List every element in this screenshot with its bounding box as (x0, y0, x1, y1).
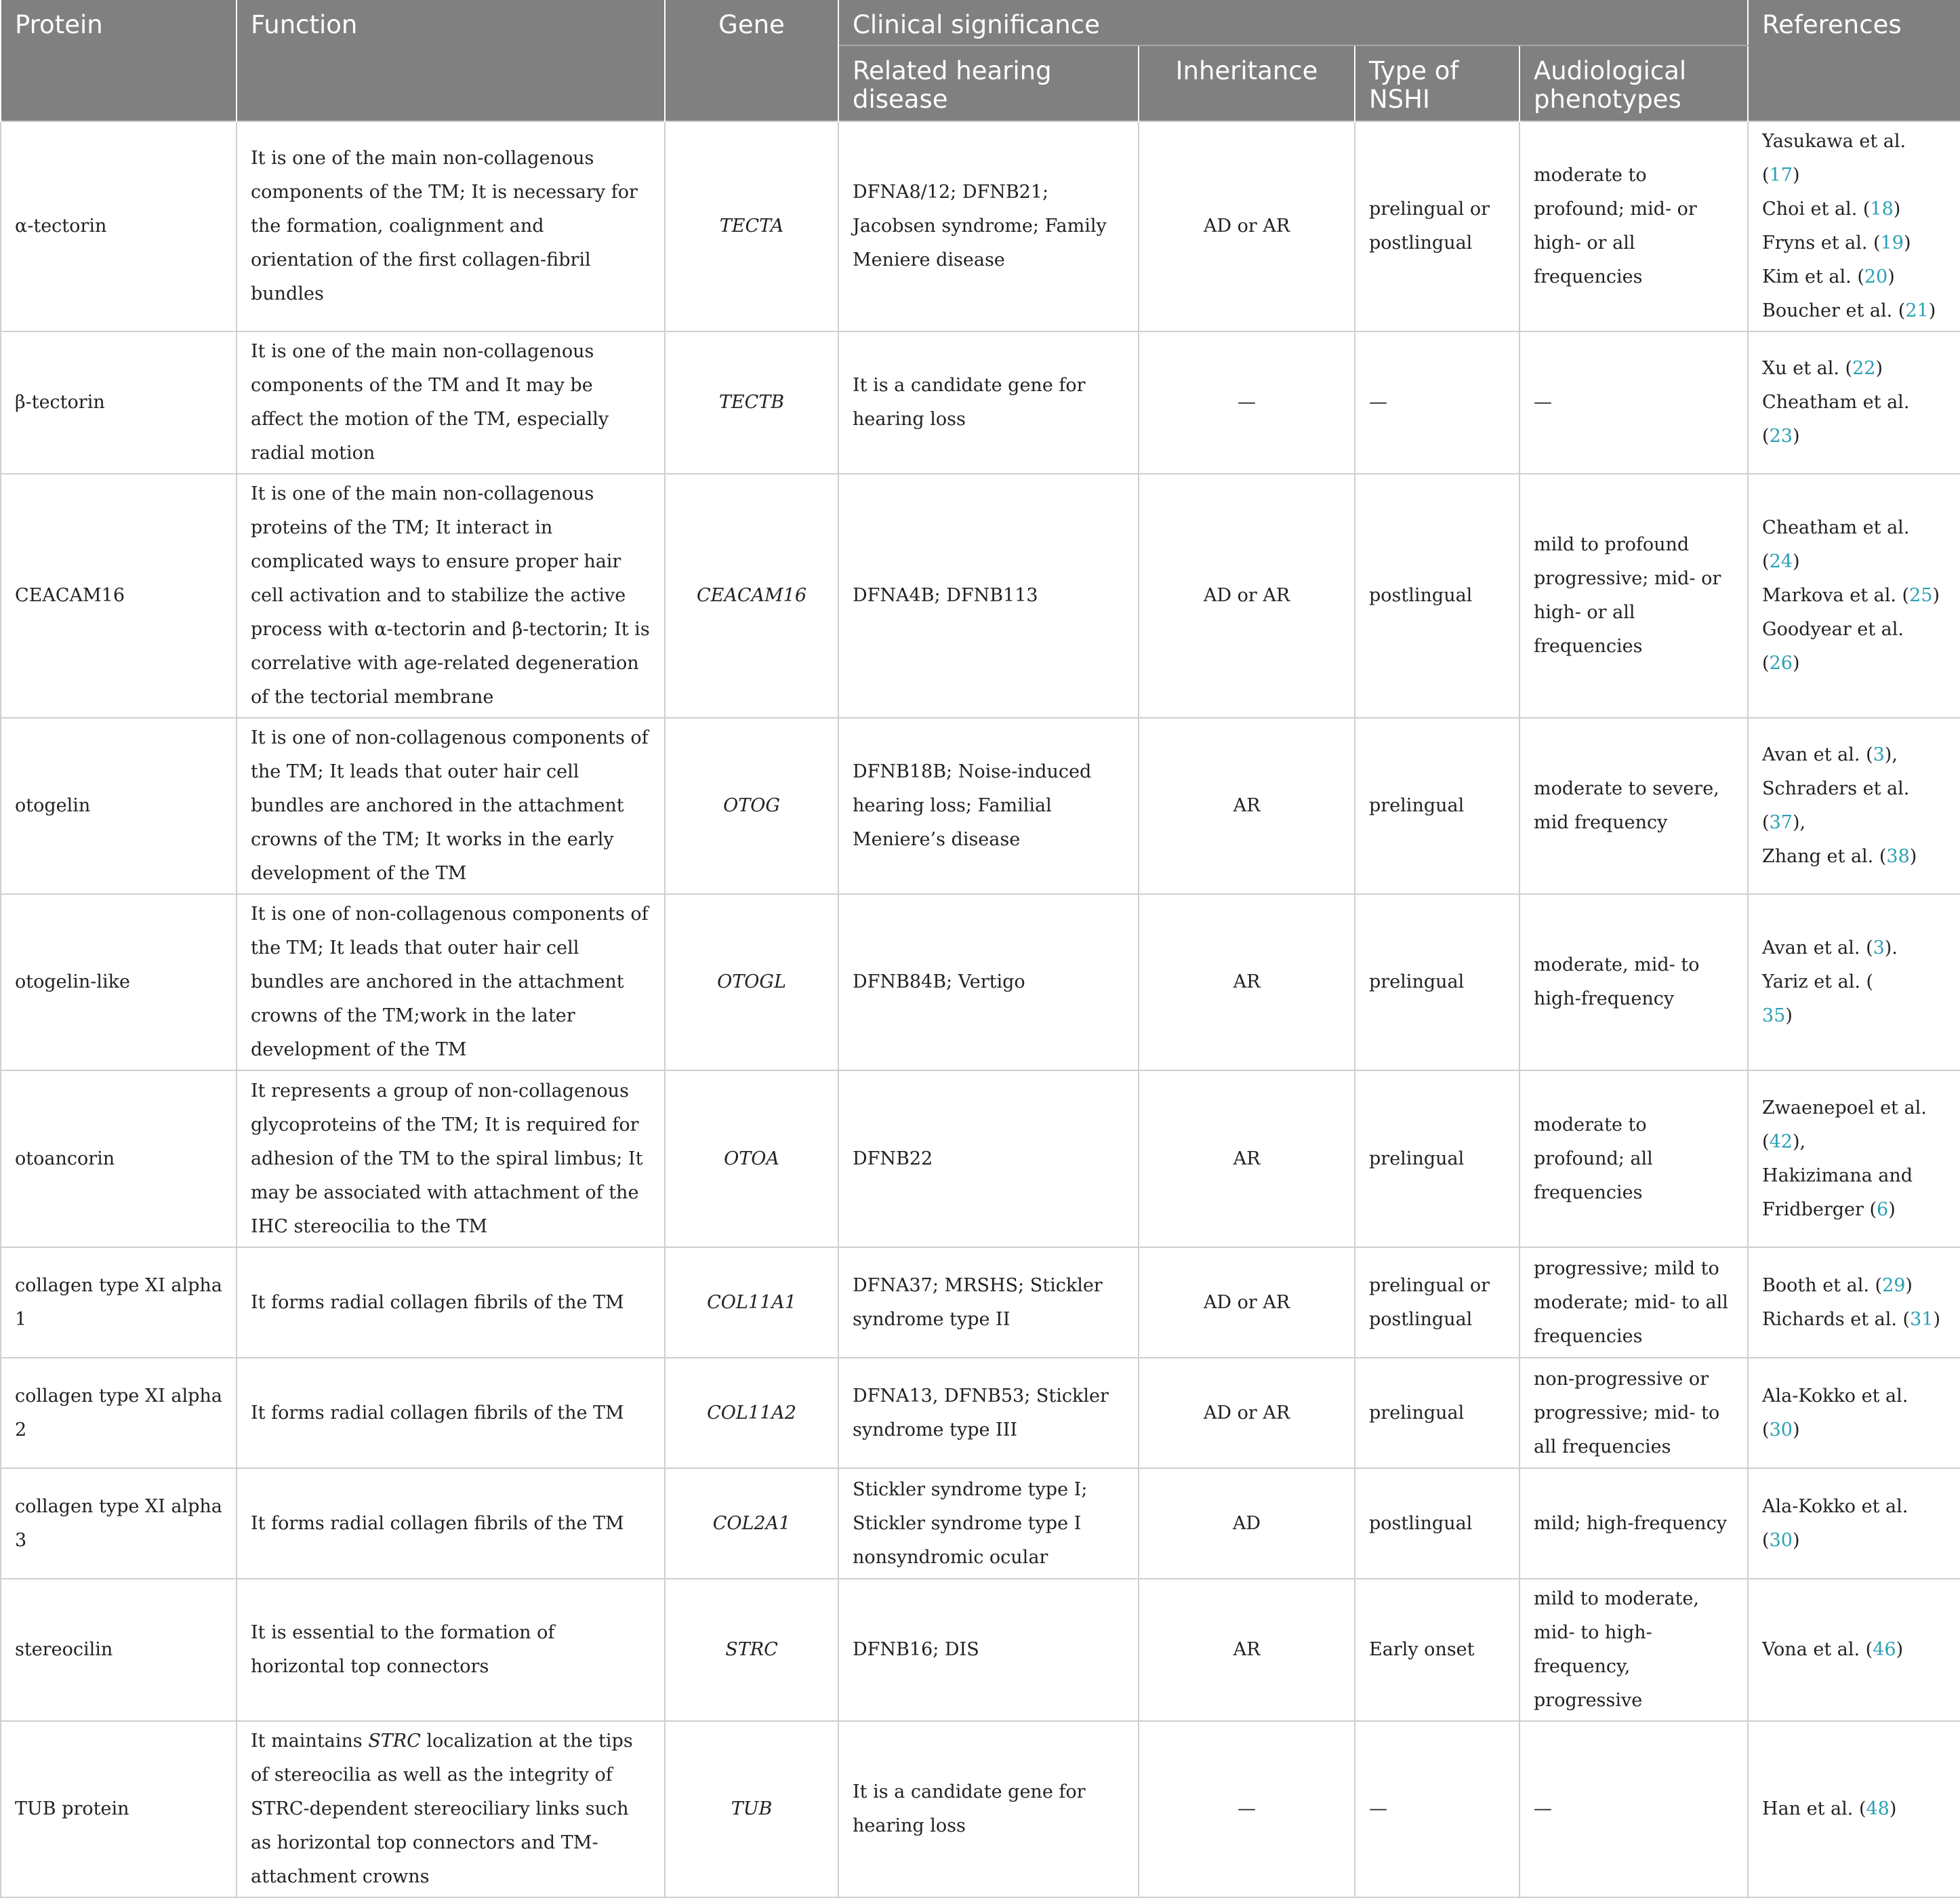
reference-link[interactable]: 30 (1769, 1419, 1793, 1440)
cell-gene: TECTB (665, 331, 838, 474)
reference-entry (1762, 358, 1883, 379)
cell-inheritance: AD or AR (1139, 121, 1355, 331)
cell-audiological-phenotype: moderate to profound; all frequencies (1519, 1070, 1748, 1247)
reference-suffix: ) (1893, 199, 1901, 220)
cell-related-disease: Stickler syndrome type I; Stickler syndrome type I nonsyndromic ocular (838, 1468, 1139, 1579)
cell-related-disease: DFNB22 (838, 1070, 1139, 1247)
cell-related-disease: It is a candidate gene for hearing loss (838, 331, 1139, 474)
reference-entry (1762, 300, 1936, 321)
header-related-hearing-disease: Related hearing disease (838, 45, 1139, 121)
cell-type-of-nshi: — (1355, 331, 1519, 474)
cell-gene: COL2A1 (665, 1468, 838, 1579)
cell-type-of-nshi: prelingual (1355, 718, 1519, 894)
reference-author: Cheatham et al. ( (1762, 392, 1910, 447)
reference-author: Boucher et al. ( (1762, 300, 1906, 321)
cell-related-disease: DFNA37; MRSHS; Stickler syndrome type II (838, 1247, 1139, 1358)
reference-link[interactable]: 46 (1873, 1639, 1896, 1660)
reference-suffix: ) (1896, 1639, 1904, 1660)
cell-protein: α-tectorin (1, 121, 237, 331)
cell-gene: TUB (665, 1721, 838, 1897)
cell-references (1748, 1468, 1960, 1579)
reference-author: Zwaenepoel et al. ( (1762, 1097, 1927, 1152)
cell-gene: OTOG (665, 718, 838, 894)
cell-protein: otogelin-like (1, 894, 237, 1070)
cell-function: It forms radial collagen fibrils of the TM (237, 1247, 665, 1358)
cell-gene: STRC (665, 1579, 838, 1721)
header-inheritance: Inheritance (1139, 45, 1355, 121)
cell-related-disease: DFNB18B; Noise-induced hearing loss; Familial Meniere’s disease (838, 718, 1139, 894)
cell-references (1748, 718, 1960, 894)
cell-type-of-nshi: postlingual (1355, 474, 1519, 718)
reference-link[interactable]: 23 (1769, 426, 1793, 447)
cell-references (1748, 1247, 1960, 1358)
header-gene: Gene (665, 0, 838, 121)
reference-entry (1762, 846, 1917, 867)
reference-entry (1762, 1386, 1908, 1440)
reference-entry (1762, 1639, 1903, 1660)
cell-audiological-phenotype: moderate, mid- to high-frequency (1519, 894, 1748, 1070)
cell-related-disease: DFNA13, DFNB53; Stickler syndrome type III (838, 1358, 1139, 1468)
reference-entry (1762, 1165, 1913, 1220)
cell-function: It forms radial collagen fibrils of the TM (237, 1468, 665, 1579)
reference-author: Markova et al. ( (1762, 585, 1910, 606)
table-row (1, 1468, 1960, 1579)
cell-inheritance: — (1139, 1721, 1355, 1897)
cell-type-of-nshi: Early onset (1355, 1579, 1519, 1721)
reference-suffix: ) (1888, 1198, 1896, 1220)
reference-entry (1762, 1798, 1896, 1819)
cell-type-of-nshi: prelingual or postlingual (1355, 1247, 1519, 1358)
cell-audiological-phenotype: mild; high-frequency (1519, 1468, 1748, 1579)
cell-type-of-nshi: — (1355, 1721, 1519, 1897)
table-row (1, 894, 1960, 1070)
cell-audiological-phenotype: — (1519, 331, 1748, 474)
cell-related-disease: DFNB16; DIS (838, 1579, 1139, 1721)
cell-inheritance: AD or AR (1139, 474, 1355, 718)
cell-function: It forms radial collagen fibrils of the TM (237, 1358, 665, 1468)
reference-author: Yasukawa et al. ( (1762, 131, 1906, 186)
reference-suffix: ) (1792, 1419, 1800, 1440)
reference-suffix: ), (1884, 744, 1898, 765)
reference-suffix: ) (1792, 426, 1800, 447)
cell-inheritance: AD or AR (1139, 1358, 1355, 1468)
cell-gene: CEACAM16 (665, 474, 838, 718)
cell-references (1748, 331, 1960, 474)
reference-author: Cheatham et al. ( (1762, 517, 1910, 572)
cell-function: It is one of the main non-collagenous components of the TM and It may be affect the motion of the TM, especially radial motion (237, 331, 665, 474)
reference-suffix: ) (1903, 233, 1911, 254)
reference-author: Schraders et al. ( (1762, 778, 1910, 833)
table-row (1, 121, 1960, 331)
cell-protein: stereocilin (1, 1579, 237, 1721)
cell-function: It represents a group of non-collagenous glycoproteins of the TM; It is required for adhesion of the TM to the spiral limbus; It may be associated with attachment of the IHC stereocilia to the TM (237, 1070, 665, 1247)
header-clinical-significance: Clinical significance (838, 0, 1748, 45)
cell-gene: OTOGL (665, 894, 838, 1070)
reference-suffix: ) (1792, 1529, 1800, 1551)
cell-audiological-phenotype: moderate to severe, mid frequency (1519, 718, 1748, 894)
cell-protein: collagen type XI alpha 3 (1, 1468, 237, 1579)
reference-author: Hakizimana and Fridberger ( (1762, 1165, 1913, 1220)
cell-gene: COL11A2 (665, 1358, 838, 1468)
cell-function: It is one of non-collagenous components of the TM; It leads that outer hair cell bundles are anchored in the attachment crowns of the TM;work in the later development of the TM (237, 894, 665, 1070)
cell-protein: collagen type XI alpha 2 (1, 1358, 237, 1468)
cell-inheritance: AD or AR (1139, 1247, 1355, 1358)
reference-suffix: ) (1932, 585, 1940, 606)
reference-entry (1762, 233, 1911, 254)
cell-related-disease: DFNA8/12; DFNB21; Jacobsen syndrome; Family Meniere disease (838, 121, 1139, 331)
reference-link[interactable]: 19 (1880, 233, 1904, 254)
reference-suffix: ) (1887, 266, 1895, 287)
reference-author: Goodyear et al. ( (1762, 619, 1904, 674)
reference-entry (1762, 744, 1898, 765)
reference-suffix: ) (1792, 653, 1800, 674)
reference-link[interactable]: 35 (1762, 1005, 1786, 1026)
reference-suffix: ). Yariz et al. ( (1762, 937, 1898, 992)
cell-audiological-phenotype: progressive; mild to moderate; mid- to all frequencies (1519, 1247, 1748, 1358)
reference-author: Zhang et al. ( (1762, 846, 1887, 867)
cell-type-of-nshi: postlingual (1355, 1468, 1519, 1579)
table-row (1, 1358, 1960, 1468)
reference-link[interactable]: 3 (1873, 937, 1885, 958)
reference-entry (1762, 937, 1898, 992)
cell-audiological-phenotype: non-progressive or progressive; mid- to all frequencies (1519, 1358, 1748, 1468)
reference-link[interactable]: 24 (1769, 551, 1793, 572)
reference-link[interactable]: 38 (1886, 846, 1910, 867)
reference-suffix: ), (1792, 1131, 1806, 1152)
reference-link[interactable]: 26 (1769, 653, 1793, 674)
table-body (1, 121, 1960, 1897)
cell-protein: CEACAM16 (1, 474, 237, 718)
header-references: References (1748, 0, 1960, 121)
reference-suffix: ) (1785, 1005, 1793, 1026)
reference-suffix: ) (1875, 358, 1883, 379)
cell-inheritance: — (1139, 331, 1355, 474)
table-row (1, 718, 1960, 894)
table-header (1, 0, 1960, 121)
reference-suffix: ), (1792, 812, 1806, 833)
reference-suffix: ) (1792, 165, 1800, 186)
reference-link[interactable]: 6 (1877, 1198, 1889, 1220)
function-text: It maintains (251, 1731, 369, 1752)
reference-author: Fryns et al. ( (1762, 233, 1881, 254)
cell-function: It is one of non-collagenous components of the TM; It leads that outer hair cell bundles are anchored in the attachment crowns of the TM; It works in the early development of the TM (237, 718, 665, 894)
reference-entry (1762, 585, 1940, 606)
header-function: Function (237, 0, 665, 121)
header-audiological-phenotypes: Audiological phenotypes (1519, 45, 1748, 121)
cell-gene: OTOA (665, 1070, 838, 1247)
cell-related-disease: DFNA4B; DFNB113 (838, 474, 1139, 718)
reference-link[interactable]: 3 (1873, 744, 1885, 765)
reference-suffix: ) (1928, 300, 1936, 321)
cell-references (1748, 1070, 1960, 1247)
reference-link[interactable]: 21 (1905, 300, 1929, 321)
reference-author: Booth et al. ( (1762, 1274, 1883, 1296)
reference-author: Avan et al. ( (1762, 744, 1873, 765)
cell-related-disease: DFNB84B; Vertigo (838, 894, 1139, 1070)
reference-author: Choi et al. ( (1762, 199, 1871, 220)
table-row (1, 1247, 1960, 1358)
cell-function: It is one of the main non-collagenous components of the TM; It is necessary for the formation, coalignment and orientation of the first collagen-fibril bundles (237, 121, 665, 331)
cell-protein: otoancorin (1, 1070, 237, 1247)
table-row (1, 331, 1960, 474)
cell-inheritance: AR (1139, 1579, 1355, 1721)
reference-entry (1762, 619, 1904, 674)
cell-type-of-nshi: prelingual or postlingual (1355, 121, 1519, 331)
reference-entry (1762, 266, 1895, 287)
cell-type-of-nshi: prelingual (1355, 1070, 1519, 1247)
cell-gene: COL11A1 (665, 1247, 838, 1358)
cell-inheritance: AR (1139, 1070, 1355, 1247)
reference-author: Xu et al. ( (1762, 358, 1853, 379)
reference-link[interactable]: 17 (1769, 165, 1793, 186)
reference-suffix: ) (1909, 846, 1917, 867)
cell-references (1748, 1358, 1960, 1468)
cell-protein: TUB protein (1, 1721, 237, 1897)
reference-link[interactable]: 29 (1882, 1274, 1906, 1296)
cell-references (1748, 894, 1960, 1070)
reference-link[interactable]: 37 (1769, 812, 1793, 833)
reference-entry (1762, 131, 1906, 186)
header-type-of-nshi: Type of NSHI (1355, 45, 1519, 121)
reference-entry (1762, 1309, 1940, 1330)
reference-author: Vona et al. ( (1762, 1639, 1873, 1660)
reference-suffix: ) (1792, 551, 1800, 572)
reference-author: Kim et al. ( (1762, 266, 1864, 287)
reference-entry (1762, 1275, 1913, 1296)
reference-link[interactable]: 25 (1909, 585, 1933, 606)
table-row (1, 1579, 1960, 1721)
table-row (1, 474, 1960, 718)
cell-references (1748, 121, 1960, 331)
cell-inheritance: AR (1139, 718, 1355, 894)
cell-protein: β-tectorin (1, 331, 237, 474)
cell-gene: TECTA (665, 121, 838, 331)
reference-author: Ala-Kokko et al. ( (1762, 1385, 1908, 1440)
reference-link[interactable]: 31 (1910, 1308, 1934, 1330)
function-gene-italic: STRC (368, 1731, 421, 1752)
reference-link[interactable]: 22 (1852, 358, 1876, 379)
reference-author: Han et al. ( (1762, 1798, 1866, 1819)
cell-related-disease: It is a candidate gene for hearing loss (838, 1721, 1139, 1897)
reference-link[interactable]: 48 (1866, 1798, 1890, 1819)
cell-audiological-phenotype: moderate to profound; mid- or high- or all frequencies (1519, 121, 1748, 331)
cell-protein: otogelin (1, 718, 237, 894)
cell-type-of-nshi: prelingual (1355, 894, 1519, 1070)
cell-audiological-phenotype: mild to profound progressive; mid- or high- or all frequencies (1519, 474, 1748, 718)
function-text: localization at the tips of stereocilia as well as the integrity of STRC-dependent stereociliary links such as horizontal top connectors and TM- attachment crowns (251, 1731, 633, 1887)
reference-entry (1762, 778, 1909, 833)
reference-entry (1762, 392, 1909, 447)
reference-suffix: ) (1933, 1308, 1940, 1330)
reference-link[interactable]: 18 (1870, 199, 1894, 220)
reference-entry (1762, 1097, 1927, 1152)
cell-type-of-nshi: prelingual (1355, 1358, 1519, 1468)
cell-references (1748, 474, 1960, 718)
reference-link[interactable]: 42 (1769, 1131, 1793, 1152)
cell-references (1748, 1579, 1960, 1721)
reference-link[interactable]: 30 (1769, 1529, 1793, 1551)
cell-function (237, 1721, 665, 1897)
reference-author: Richards et al. ( (1762, 1308, 1911, 1330)
header-protein: Protein (1, 0, 237, 121)
cell-audiological-phenotype: — (1519, 1721, 1748, 1897)
reference-author: Ala-Kokko et al. ( (1762, 1495, 1908, 1551)
reference-entry (1762, 1496, 1908, 1551)
reference-entry (1762, 1005, 1793, 1026)
cell-inheritance: AD (1139, 1468, 1355, 1579)
table-row (1, 1070, 1960, 1247)
cell-inheritance: AR (1139, 894, 1355, 1070)
cell-function: It is one of the main non-collagenous proteins of the TM; It interact in complicated ways to ensure proper hair cell activation and to stabilize the active process with α-tectorin and β-tectorin; It is correlative with age-related degeneration of the tectorial membrane (237, 474, 665, 718)
cell-references (1748, 1721, 1960, 1897)
reference-author: Avan et al. ( (1762, 937, 1873, 958)
cell-protein: collagen type XI alpha 1 (1, 1247, 237, 1358)
reference-suffix: ) (1905, 1274, 1913, 1296)
cell-function: It is essential to the formation of horizontal top connectors (237, 1579, 665, 1721)
cell-audiological-phenotype: mild to moderate, mid- to high-frequency, progressive (1519, 1579, 1748, 1721)
reference-entry (1762, 517, 1909, 572)
reference-suffix: ) (1889, 1798, 1897, 1819)
reference-link[interactable]: 20 (1864, 266, 1888, 287)
table-row (1, 1721, 1960, 1897)
reference-entry (1762, 199, 1900, 220)
